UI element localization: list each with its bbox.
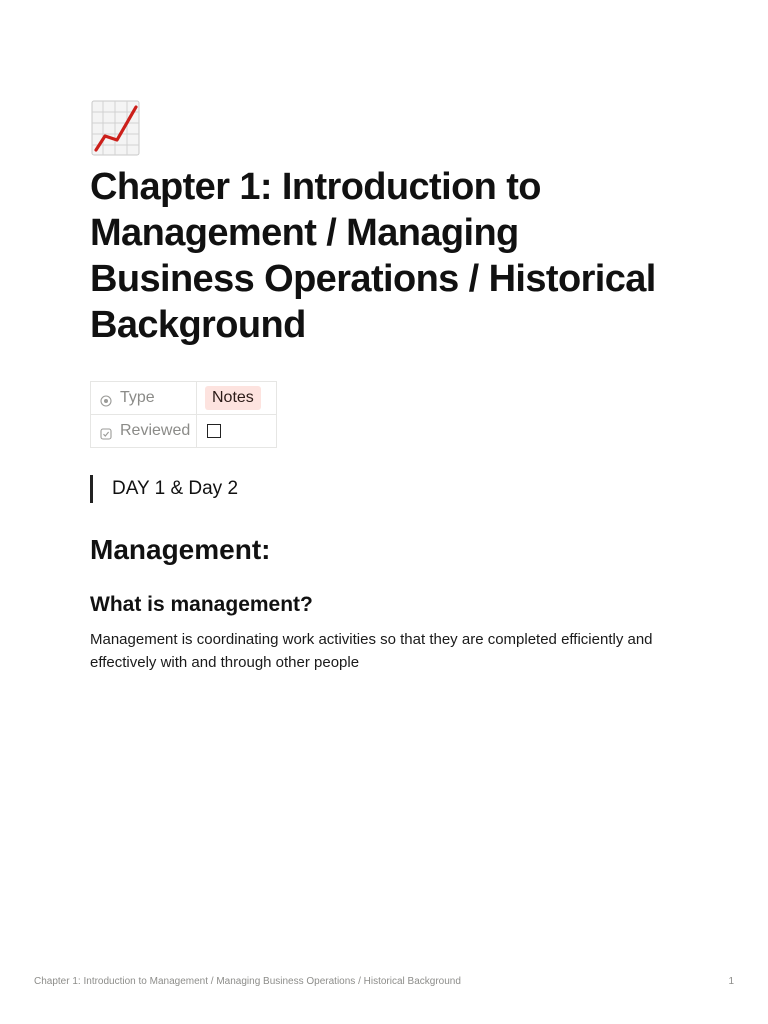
heading-what-is-management: What is management? — [90, 593, 313, 616]
property-label-reviewed: Reviewed — [120, 422, 191, 439]
select-icon — [100, 394, 112, 406]
quote-block: DAY 1 & Day 2 — [90, 475, 238, 503]
property-value-cell[interactable] — [197, 382, 277, 415]
property-name-cell[interactable] — [91, 415, 197, 448]
footer-title: Chapter 1: Introduction to Management / Managing Business Operations / Historical Background — [34, 976, 461, 987]
chart-increasing-icon — [91, 100, 140, 156]
property-row-reviewed — [91, 415, 277, 448]
property-row-type — [91, 382, 277, 415]
property-label-type: Type — [120, 389, 155, 406]
properties-table — [90, 381, 277, 448]
checkbox-property-icon — [100, 427, 112, 439]
type-tag[interactable]: Notes — [205, 386, 261, 410]
heading-management: Management: — [90, 534, 271, 565]
reviewed-checkbox[interactable] — [207, 424, 221, 438]
page-number: 1 — [728, 976, 734, 987]
property-name-cell[interactable] — [91, 382, 197, 415]
paragraph-definition: Management is coordinating work activities so that they are completed efficiently and effectively with and through other people — [90, 631, 653, 671]
page-title: Chapter 1: Introduction to Management / Managing Business Operations / Historical Background — [90, 166, 656, 346]
property-value-cell[interactable] — [197, 415, 277, 448]
